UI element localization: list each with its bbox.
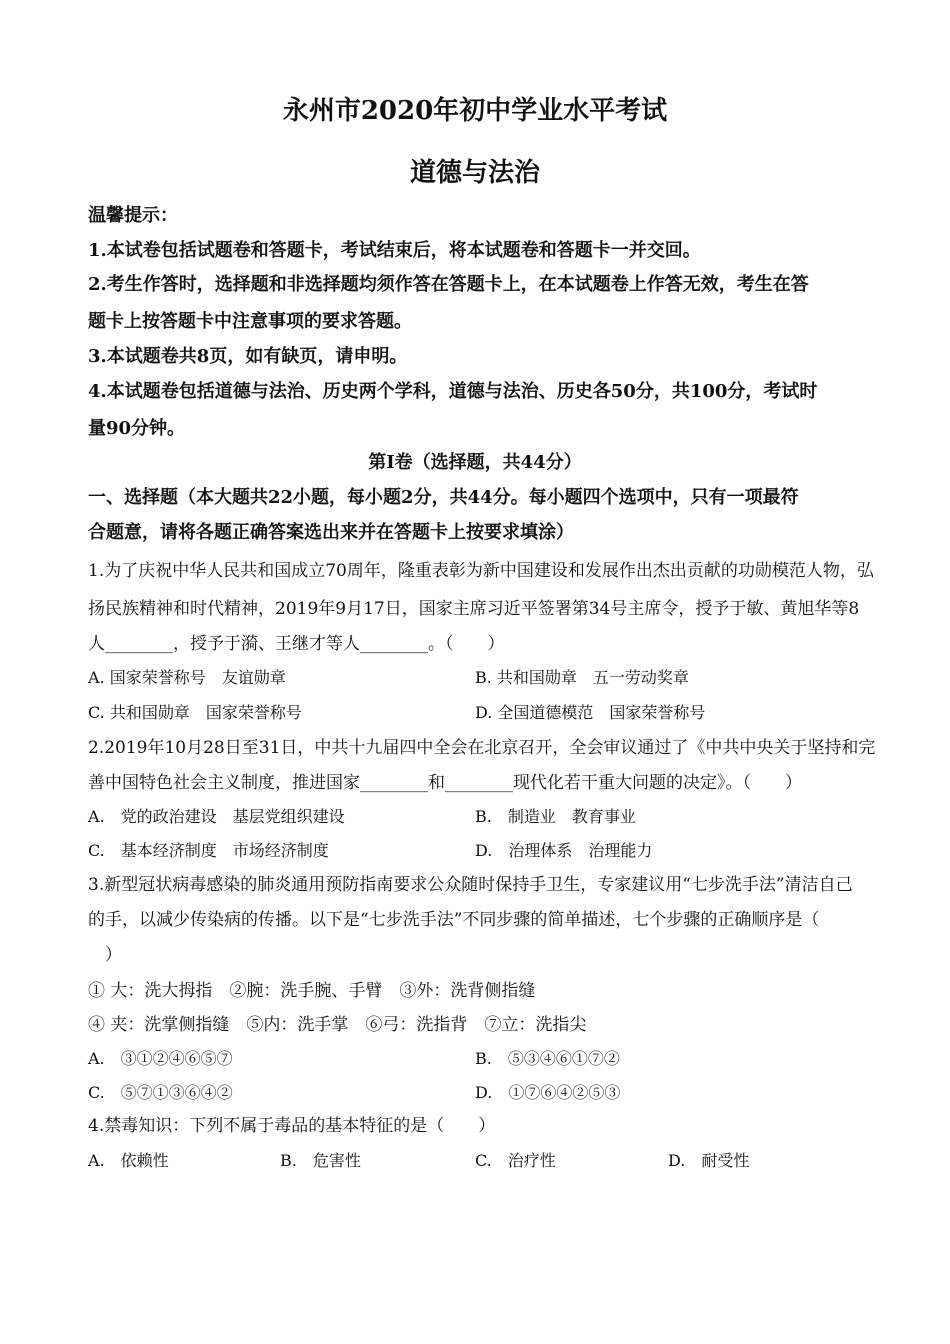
question-4-option-a: A. 依赖性 [88,1151,169,1170]
question-1-option-d: D. 全国道德模范 国家荣誉称号 [475,703,706,722]
question-4-text: 4.禁毒知识：下列不属于毒品的基本特征的是（ ） [88,1116,496,1136]
question-4-option-d: D. 耐受性 [668,1151,750,1170]
notice-line: 量90分钟。 [88,418,186,439]
question-3-steps: ④ 夹：洗掌侧指缝 ⑤内：洗手掌 ⑥弓：洗指背 ⑦立：洗指尖 [88,1015,587,1035]
question-3-option-d: D. ①⑦⑥④②⑤③ [475,1083,621,1102]
question-1-text: 扬民族精神和时代精神，2019年9月17日，国家主席习近平签署第34号主席令，授予于敏、黄旭华等8 [88,599,860,619]
question-2-option-a: A. 党的政治建设 基层党组织建设 [88,807,345,826]
notice-heading: 温馨提示： [88,205,178,226]
question-4-option-b: B. 危害性 [280,1151,361,1170]
notice-line: 3.本试题卷共8页，如有缺页，请申明。 [88,346,408,367]
question-1-option-c: C. 共和国勋章 国家荣誉称号 [88,703,302,722]
question-2-option-c: C. 基本经济制度 市场经济制度 [88,841,329,860]
section-heading: 合题意，请将各题正确答案选出来并在答题卡上按要求填涂） [88,522,574,543]
section-heading: 一、选择题（本大题共22小题，每小题2分，共44分。每小题四个选项中，只有一项最符 [88,487,799,508]
question-3-text: 的手，以减少传染病的传播。以下是“七步洗手法”不同步骤的简单描述，七个步骤的正确顺序是（ [88,910,820,930]
question-1-text: 1.为了庆祝中华人民共和国成立70周年，隆重表彰为新中国建设和发展作出杰出贡献的功勋模范人物，弘 [88,561,874,581]
question-1-option-b: B. 共和国勋章 五一劳动奖章 [475,668,689,687]
question-1-text: 人________，授予于漪、王继才等人________。（ ） [88,634,505,654]
notice-line: 4.本试题卷包括道德与法治、历史两个学科，道德与法治、历史各50分，共100分，考试时 [88,381,818,402]
question-2-text: 2.2019年10月28日至31日，中共十九届四中全会在北京召开，全会审议通过了《中共中央关于坚持和完 [88,738,876,758]
question-3-option-a: A. ③①②④⑥⑤⑦ [88,1049,233,1068]
subject-title: 道德与法治 [409,158,540,188]
question-2-option-b: B. 制造业 教育事业 [475,807,636,826]
question-2-text: 善中国特色社会主义制度，推进国家________和________现代化若干重大问题的决定》。（ ） [88,773,802,793]
part-title: 第Ⅰ卷（选择题，共44分） [368,452,582,473]
exam-title: 永州市2020年初中学业水平考试 [282,96,668,126]
notice-line: 1.本试卷包括试题卷和答题卡，考试结束后，将本试题卷和答题卡一并交回。 [88,240,701,261]
question-3-steps: ① 大：洗大拇指 ②腕：洗手腕、手臂 ③外：洗背侧指缝 [88,981,536,1001]
question-4-option-c: C. 治疗性 [475,1151,556,1170]
notice-line: 题卡上按答题卡中注意事项的要求答题。 [88,311,412,332]
question-2-option-d: D. 治理体系 治理能力 [475,841,653,860]
notice-line: 2.考生作答时，选择题和非选择题均须作答在答题卡上，在本试题卷上作答无效，考生在答 [88,274,809,295]
question-3-option-c: C. ⑤⑦①③⑥④② [88,1083,233,1102]
question-3-text: ） [88,945,122,965]
question-3-text: 3.新型冠状病毒感染的肺炎通用预防指南要求公众随时保持手卫生，专家建议用“七步洗手法”清洁自己 [88,875,853,895]
question-1-option-a: A. 国家荣誉称号 友谊勋章 [88,668,286,687]
question-3-option-b: B. ⑤③④⑥①⑦② [475,1049,620,1068]
